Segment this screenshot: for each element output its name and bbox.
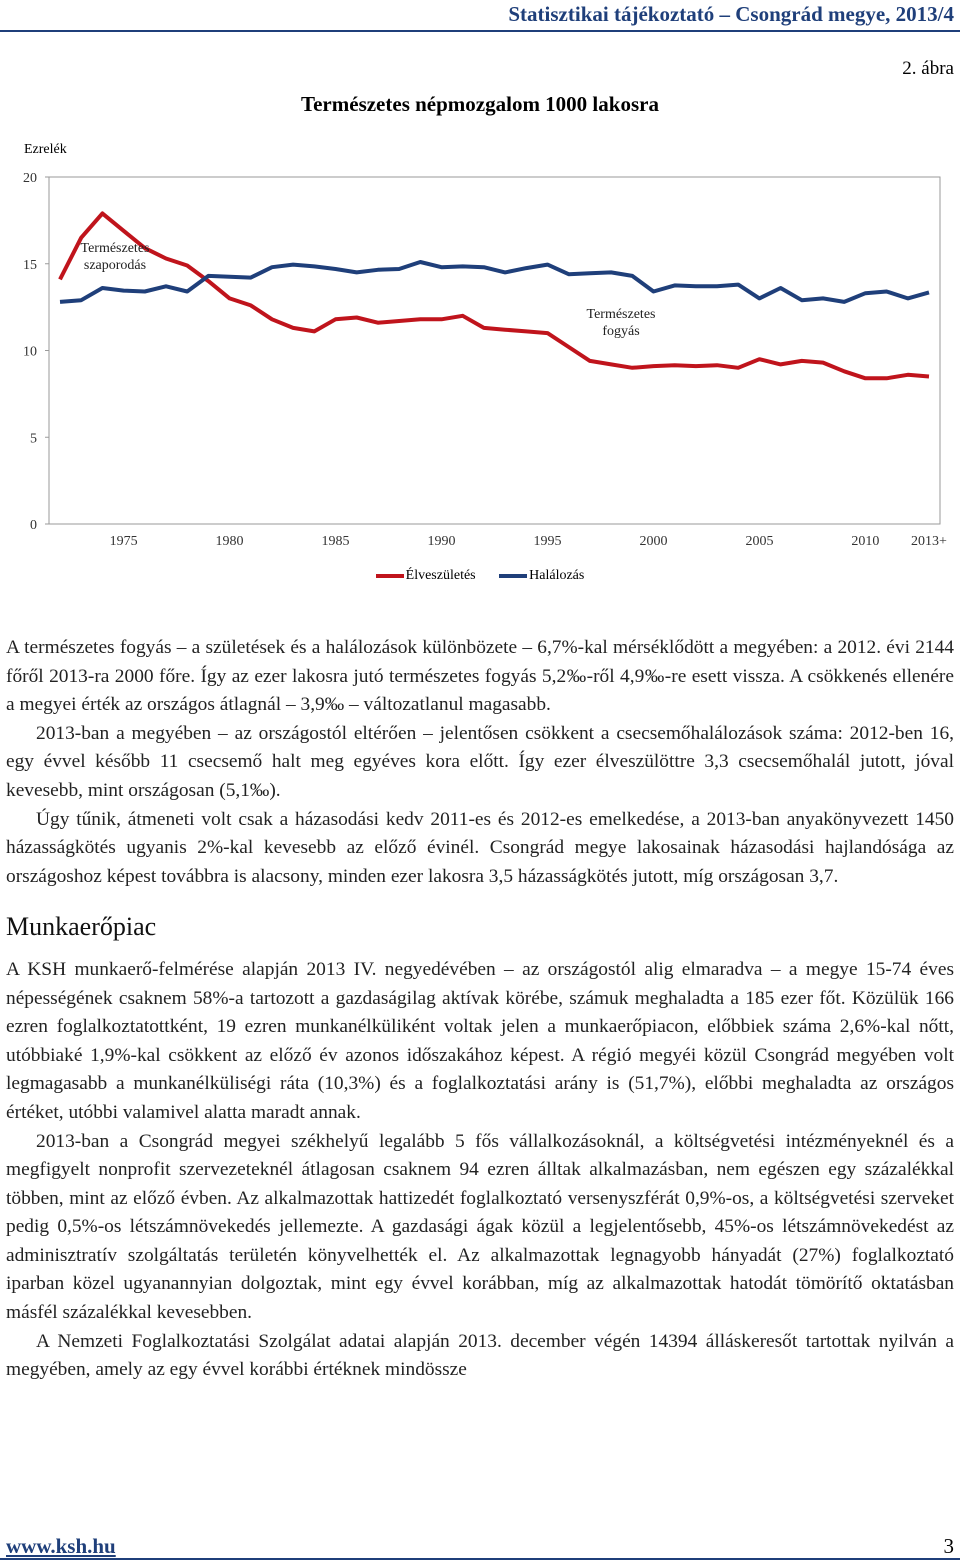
legend-label-elveszuletes: Élveszületés (405, 568, 476, 583)
x-tick-label: 1975 (109, 534, 138, 549)
figure-number: 2. ábra (902, 58, 954, 79)
paragraph-infant-mortality: 2013-ban a megyében – az országostól eltérően – jelentősen csökkent a csecsemőhalálozások száma: 2012-ben 16, egy évvel később 11 csecsemő halt meg egyéves kora előtt. Így ezer élveszülöttre 3,3 csecsemőhalál jutott, jóval kevesebb, mint országosan (5,1‰). (6, 722, 954, 801)
ksh-website-link[interactable]: www.ksh.hu (6, 1534, 116, 1558)
chart-annotation: fogyás (602, 324, 640, 339)
header-rule (0, 30, 960, 32)
line-chart (0, 160, 960, 560)
paragraph-natural-decrease: A természetes fogyás – a születések és a halálozások különbözete – 6,7%-kal mérséklődött a megyében: a 2012. évi 2144 főről 2013-ra 2000 főre. Így az ezer lakosra jutó természetes fogyás 5,2‰-ről 4,9‰-re esett vissza. A csökkenés ellenére a megyei érték az országos átlagnál – 3,9‰ – változatlanul magasabb. (6, 637, 954, 716)
legend-swatch-elveszuletes (376, 574, 404, 578)
x-tick-label: 1995 (533, 534, 562, 549)
y-axis-unit-label: Ezrelék (24, 142, 67, 157)
x-tick-label: 2013+ (911, 534, 947, 549)
paragraph-labour-survey: A KSH munkaerő-felmérése alapján 2013 IV. negyedévében – az országostól alig elmaradva – a megye 15-74 éves népességének csaknem 58%-a tartozott a gazdaságilag aktívak körébe, számuk meghaladta a 185 ezer főt. Közülük 166 ezren foglalkoztatottként, 19 ezren munkanélküliként voltak jelen a munkaerőpiacon, előbbiek száma 2,6%-kal nőtt, utóbbiaké 1,9%-kal csökkent az előző év azonos időszakához képest. A régió megyéi közül Csongrád megyében volt legmagasabb a munkanélküliségi ráta (10,3%) és a foglalkoztatási arány is (51,7%), előbbi meghaladta az országos értéket, utóbbi valamivel alatta maradt annak. (6, 958, 954, 1123)
body-text (6, 634, 954, 1385)
chart-annotation: szaporodás (83, 258, 147, 273)
x-tick-label: 2010 (851, 534, 880, 549)
series-line-elveszuletes (60, 213, 929, 378)
chart-legend (0, 568, 960, 584)
y-tick-label: 5 (30, 431, 37, 447)
legend-item-elveszuletes (376, 568, 476, 584)
chart-title: Természetes népmozgalom 1000 lakosra (301, 92, 659, 116)
plot-area (23, 171, 947, 549)
x-tick-label: 1985 (321, 534, 350, 549)
y-tick-label: 15 (23, 257, 37, 273)
y-tick-label: 20 (23, 171, 37, 186)
y-tick-label: 0 (30, 518, 37, 533)
footer-rule (0, 1558, 960, 1560)
y-tick-label: 10 (23, 344, 37, 360)
legend-item-halalozas (499, 568, 584, 584)
x-tick-label: 1990 (427, 534, 456, 549)
section-heading-labour-market: Munkaerőpiac (6, 912, 157, 942)
plot-frame (49, 177, 940, 524)
x-tick-label: 2000 (639, 534, 668, 549)
report-header-title: Statisztikai tájékoztató – Csongrád megye, 2013/4 (508, 2, 954, 26)
x-tick-label: 1980 (215, 534, 244, 549)
legend-label-halalozas: Halálozás (529, 568, 585, 583)
page-number: 3 (943, 1534, 954, 1558)
legend-swatch-halalozas (499, 574, 527, 578)
paragraph-job-seekers: A Nemzeti Foglalkoztatási Szolgálat adatai alapján 2013. december végén 14394 álláskeresőt tartottak nyilván a megyében, amely az egy évvel korábbi értéknek mindössze (6, 1330, 954, 1381)
paragraph-employees: 2013-ban a Csongrád megyei székhelyű legalább 5 fős vállalkozásoknál, a költségvetési intézményeknél és a megfigyelt nonprofit szervezeteknél átlagosan csaknem 94 ezren álltak alkalmazásban, nem egészen egy százalékkal többen, mint az előző évben. Az alkalmazottak hattizedét foglalkoztató versenyszférát 0,9%-os, a költségvetési szerveket pedig 0,5%-os létszámnövekedés jellemezte. A gazdasági ágak közül a legjelentősebb, 45%-os létszámnövekedést az adminisztratív szolgáltatás területén könyvelhették el. Az alkalmazottak legnagyobb hányadát (27%) foglalkoztató iparban közel ugyanannyian dolgoztak, mint egy évvel korábban, míg az alkalmazottak hatodát tömörítő oktatásban másfél százalékkal kevesebben. (6, 1130, 954, 1324)
x-tick-label: 2005 (745, 534, 774, 549)
chart-annotation: Természetes (80, 241, 150, 256)
chart-annotation: Természetes (586, 307, 656, 322)
paragraph-marriages: Úgy tűnik, átmeneti volt csak a házasodási kedv 2011-es és 2012-es emelkedése, a 2013-ban anyakönyvezett 1450 házasságkötés ugyanis 2%-kal kevesebb az előző évinél. Csongrád megye lakosainak házasodási hajlandósága az országoshoz képest továbbra is alacsony, minden ezer lakosra 3,5 házasságkötés jutott, míg országosan 3,7. (6, 808, 954, 887)
